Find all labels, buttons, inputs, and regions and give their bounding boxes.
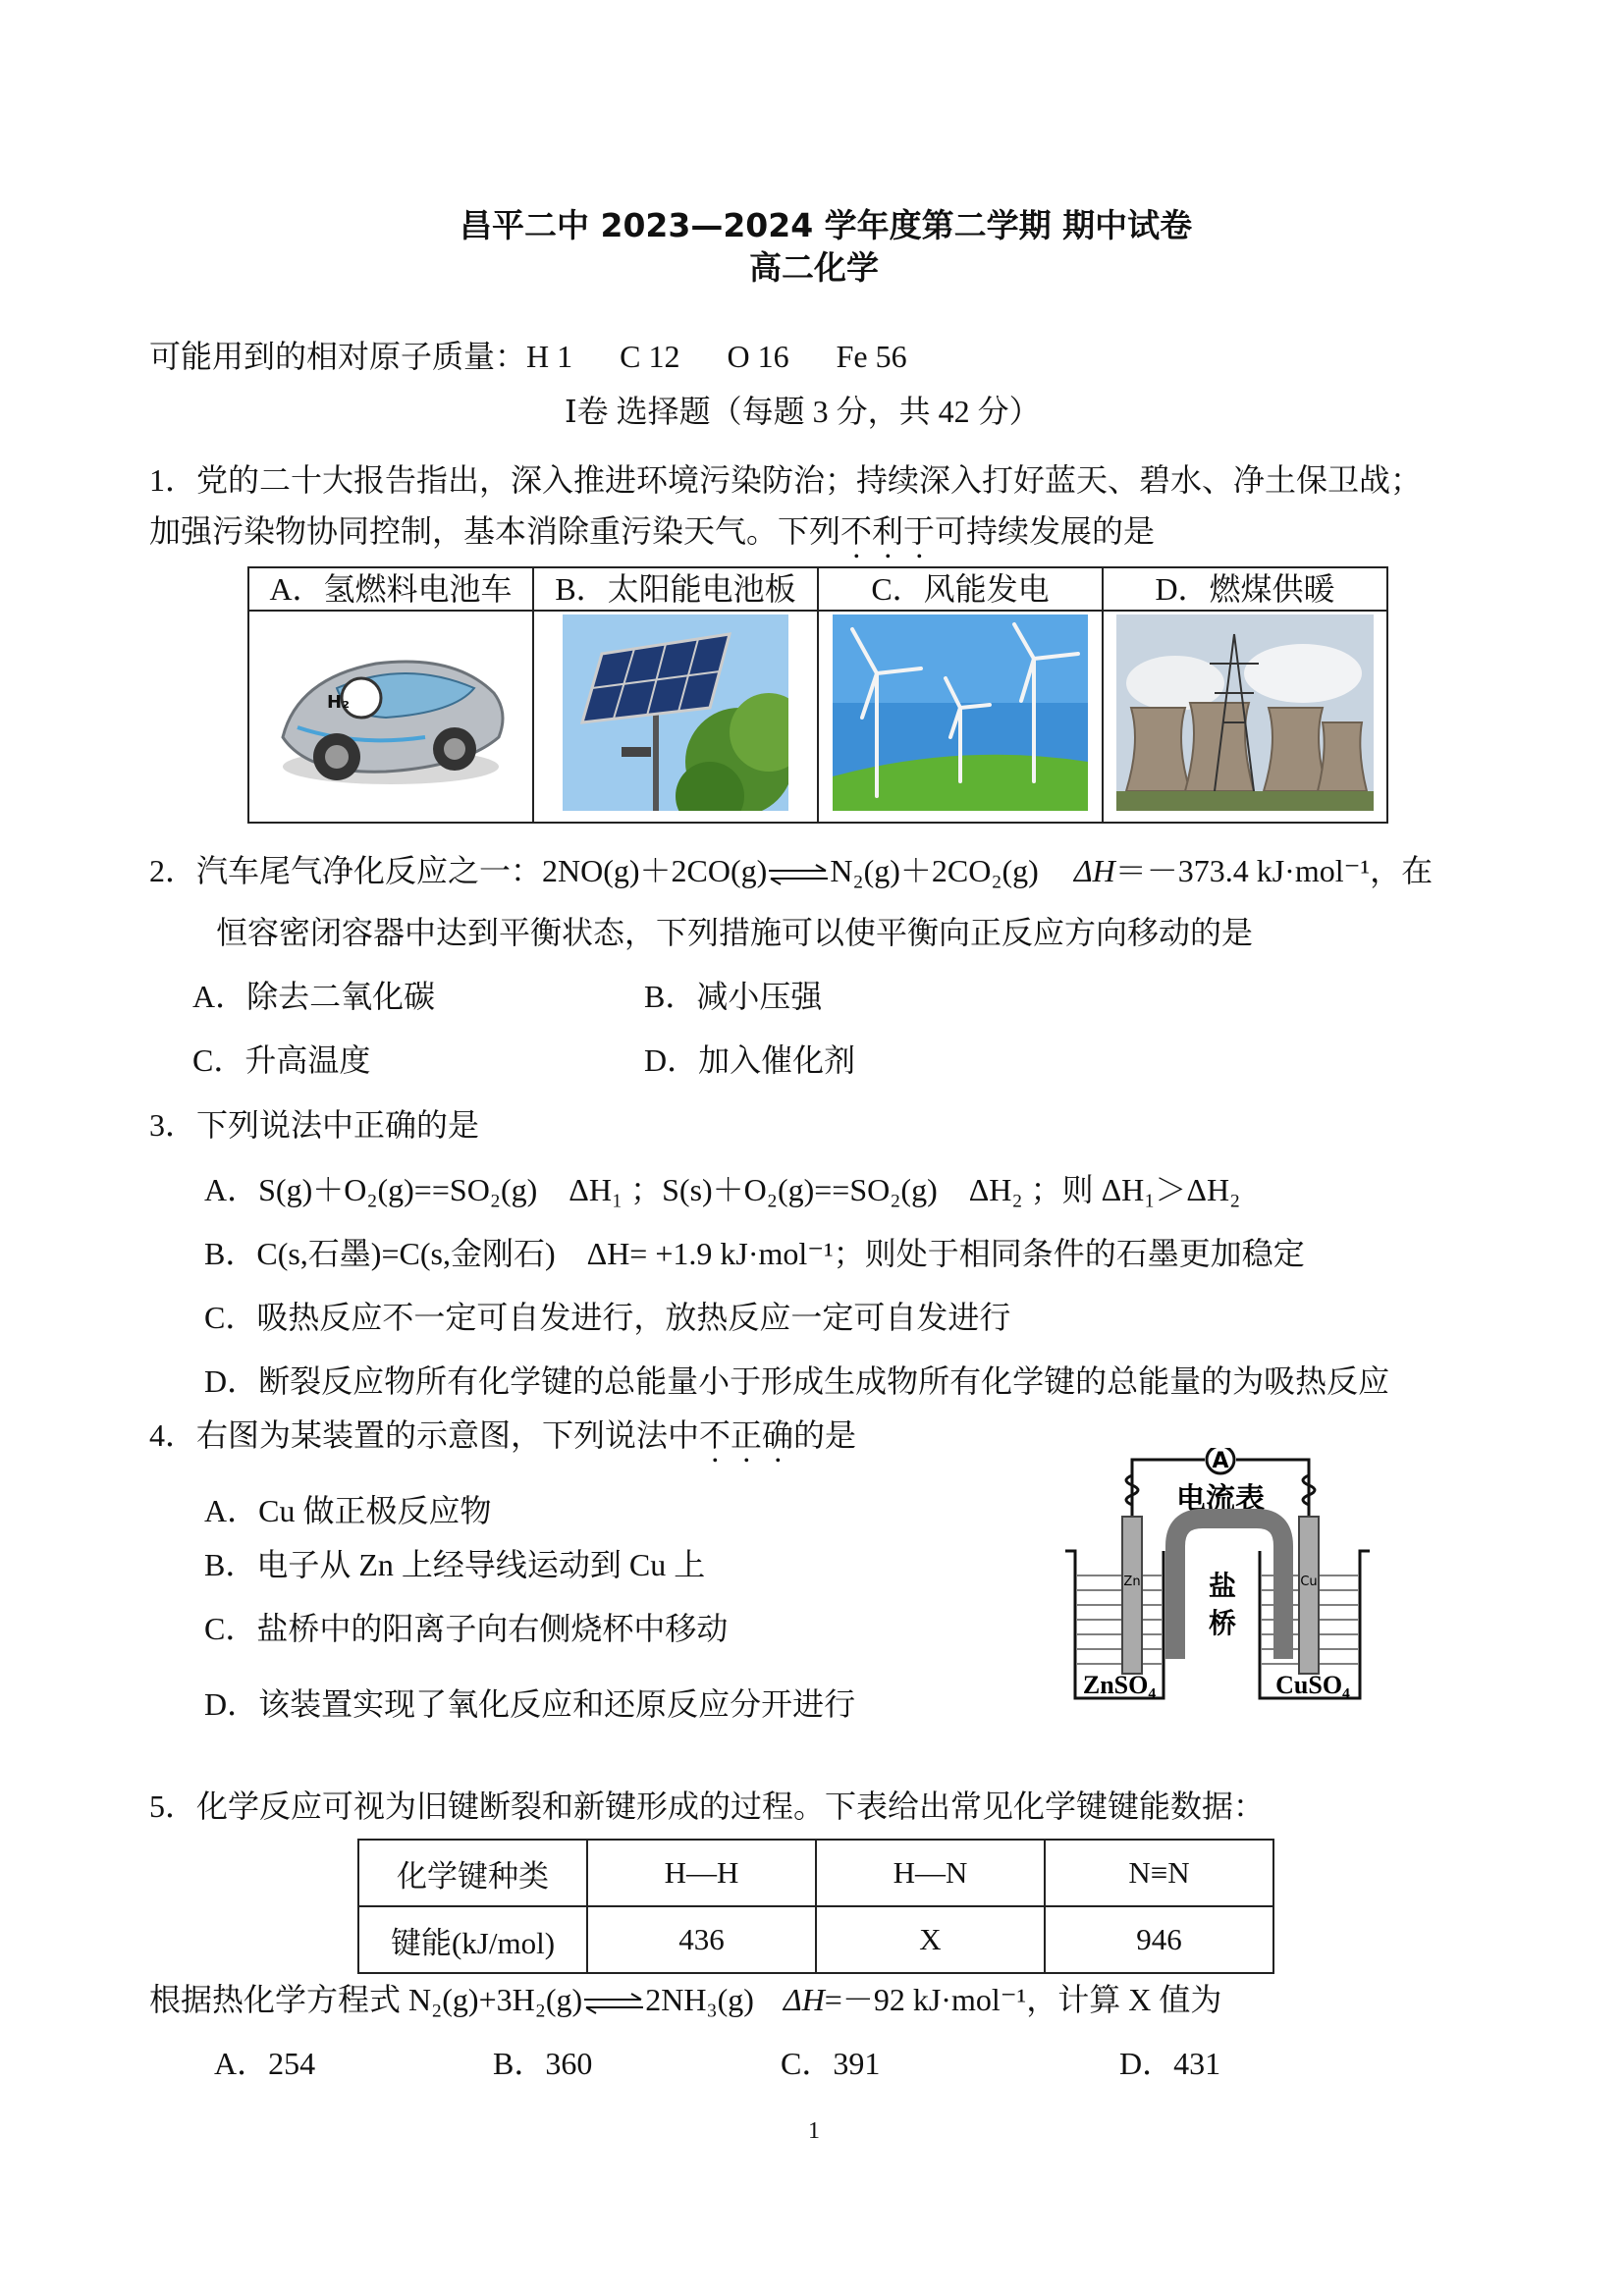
q1-line1: 1．党的二十大报告指出，深入推进环境污染防治；持续深入打好蓝天、碧水、净土保卫战；	[149, 462, 1423, 498]
q5-eq-products: 2NH₃(g)	[645, 1982, 754, 2017]
q1-option-b: B．太阳能电池板	[533, 567, 818, 611]
equilibrium-arrow-icon	[767, 863, 830, 886]
q5-equation	[149, 1975, 1221, 2020]
q2-option-c: C．升高温度	[192, 1042, 371, 1078]
q5-option-d: D．431	[1119, 2046, 1221, 2081]
q3-option-d: D．断裂反应物所有化学键的总能量小于形成生成物所有化学键的总能量的为吸热反应	[204, 1363, 1390, 1399]
section-title: Ⅰ卷 选择题（每题 3 分，共 42 分）	[565, 394, 1041, 429]
bond-energy-table	[357, 1839, 1274, 1974]
table-cell: 化学键种类	[358, 1840, 587, 1906]
q2-dh-label: ΔH	[1073, 853, 1115, 888]
q2-option-d: D．加入催化剂	[644, 1042, 856, 1078]
q2-products: N₂(g)＋2CO₂(g)	[830, 853, 1039, 888]
cuso4-label: CuSO₄	[1275, 1671, 1350, 1699]
q1-image-cell-d	[1103, 611, 1387, 823]
galvanic-cell-diagram	[1056, 1448, 1389, 1713]
q2-option-a: A．除去二氧化碳	[192, 979, 436, 1014]
car-badge: H₂	[327, 692, 350, 713]
znso4-label: ZnSO₄	[1082, 1671, 1157, 1699]
q1-option-table	[247, 566, 1388, 824]
exam-subtitle: 高二化学	[749, 248, 879, 287]
table-cell: X	[816, 1906, 1045, 1973]
ammeter-symbol: A	[1212, 1449, 1229, 1473]
ammeter-label: 电流表	[1176, 1482, 1265, 1517]
equilibrium-arrow-icon	[582, 1992, 645, 2015]
q4-stem-post: 的是	[793, 1417, 857, 1453]
q5-dh-label: ΔH	[783, 1982, 825, 2017]
q3-stem: 3．下列说法中正确的是	[149, 1107, 480, 1143]
q4-option-d: D．该装置实现了氧化反应和还原反应分开进行	[204, 1686, 856, 1722]
q4-option-a: A．Cu 做正极反应物	[204, 1493, 492, 1528]
q1-line2-pre: 加强污染物协同控制，基本消除重污染天气。下列	[149, 513, 841, 549]
table-cell: N≡N	[1045, 1840, 1273, 1906]
hydrogen-car-icon	[268, 619, 514, 806]
page-number: 1	[808, 2118, 820, 2144]
q1-image-cell-a	[248, 611, 533, 823]
q5-option-b: B．360	[493, 2046, 593, 2081]
q4-stem	[149, 1411, 856, 1469]
atomic-masses: 可能用到的相对原子质量：H 1 C 12 O 16 Fe 56	[149, 339, 907, 374]
wind-turbine-icon	[833, 614, 1088, 811]
q1-image-cell-b	[533, 611, 818, 823]
coal-plant-icon	[1116, 614, 1374, 811]
zn-electrode-icon	[1122, 1517, 1142, 1674]
solar-panel-icon	[563, 614, 788, 811]
q5-option-a: A．254	[214, 2046, 316, 2081]
q2-line1	[149, 846, 1433, 891]
zn-label: Zn	[1123, 1575, 1141, 1589]
q1-line2	[149, 507, 1155, 565]
q4-emphasis: 不正确	[699, 1417, 794, 1453]
table-cell: 436	[587, 1906, 816, 1973]
q1-emphasis: 不利于	[840, 513, 936, 549]
q5-option-c: C．391	[781, 2046, 881, 2081]
q4-option-b: B．电子从 Zn 上经导线运动到 Cu 上	[204, 1547, 706, 1582]
q5-dh-value: =－92 kJ·mol⁻¹，计算 X 值为	[824, 1982, 1222, 2017]
q1-option-d: D．燃煤供暖	[1103, 567, 1387, 611]
table-cell: H—H	[587, 1840, 816, 1906]
exam-title: 昌平二中 2023—2024 学年度第二学期 期中试卷	[460, 206, 1193, 244]
q1-image-cell-c	[818, 611, 1103, 823]
salt-bridge-label-2: 桥	[1208, 1607, 1237, 1639]
table-cell: 946	[1045, 1906, 1273, 1973]
cu-electrode-icon	[1299, 1517, 1319, 1674]
salt-bridge-label-1: 盐	[1208, 1570, 1237, 1602]
q3-option-c: C．吸热反应不一定可自发进行，放热反应一定可自发进行	[204, 1300, 1011, 1335]
q2-reactants: 2．汽车尾气净化反应之一：2NO(g)＋2CO(g)	[149, 853, 768, 888]
table-cell: 键能(kJ/mol)	[358, 1906, 587, 1973]
q5-eq-reactants: 根据热化学方程式 N₂(g)+3H₂(g)	[149, 1982, 583, 2017]
q2-option-b: B．减小压强	[644, 979, 823, 1014]
q4-option-c: C．盐桥中的阳离子向右侧烧杯中移动	[204, 1611, 729, 1646]
q3-option-b: B．C(s,石墨)=C(s,金刚石) ΔH= +1.9 kJ·mol⁻¹；则处于相同条件的石墨更加稳定	[204, 1236, 1305, 1271]
q1-option-a: A．氢燃料电池车	[248, 567, 533, 611]
q4-stem-pre: 4．右图为某装置的示意图，下列说法中	[149, 1417, 700, 1453]
table-cell: H—N	[816, 1840, 1045, 1906]
q3-option-a: A．S(g)＋O₂(g)==SO₂(g) ΔH₁ ；S(s)＋O₂(g)==SO₂(g) ΔH₂ ；则 ΔH₁＞ΔH₂	[204, 1172, 1241, 1207]
q1-option-c: C．风能发电	[818, 567, 1103, 611]
q5-stem: 5．化学反应可视为旧键断裂和新键形成的过程。下表给出常见化学键键能数据：	[149, 1789, 1266, 1824]
q2-dh-value: ＝－373.4 kJ·mol⁻¹，在	[1114, 853, 1434, 888]
q1-line2-post: 可持续发展的是	[935, 513, 1156, 549]
cu-label: Cu	[1300, 1575, 1318, 1589]
q2-line2: 恒容密闭容器中达到平衡状态，下列措施可以使平衡向正反应方向移动的是	[216, 915, 1254, 950]
